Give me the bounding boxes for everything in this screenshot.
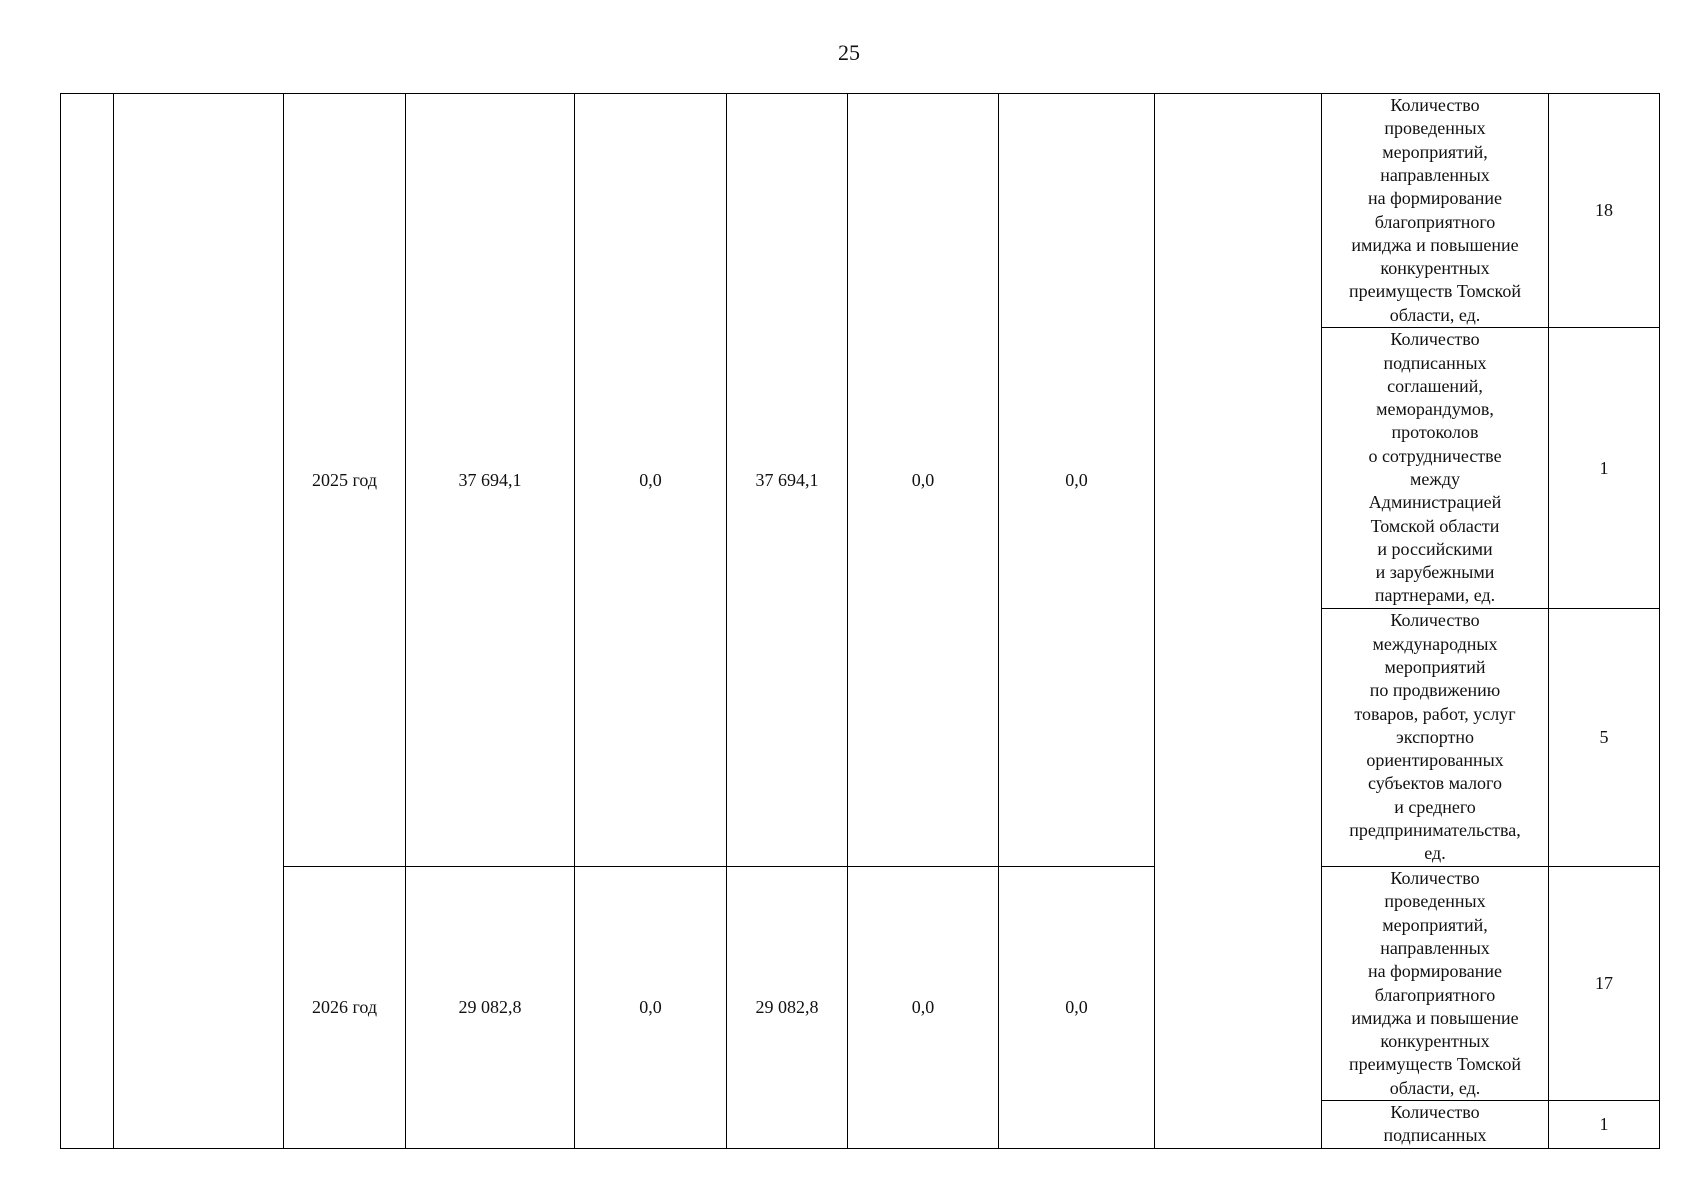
table-row [61,94,1660,328]
regional-budget-cell: 29 082,8 [727,867,848,1149]
indicator-name-cell: Количество подписанных соглашений, меморандумов, протоколов о сотрудничестве между Администрацией Томской области и российскими и зарубежными партнерами, ед. [1322,328,1549,609]
total-cell: 29 082,8 [406,867,575,1149]
regional-budget-cell: 37 694,1 [727,94,848,867]
indicator-name-cell: Количество проведенных мероприятий, направленных на формирование благоприятного имиджа и повышение конкурентных преимуществ Томской области, ед. [1322,867,1549,1101]
table-row [61,867,1660,1101]
program-table [60,93,1660,1149]
indicator-name-cell: Количество международных мероприятий по продвижению товаров, работ, услуг экспортно ориентированных субъектов малого и среднего предпринимательства, ед. [1322,609,1549,867]
indicator-name-cell: Количество проведенных мероприятий, направленных на формирование благоприятного имиджа и повышение конкурентных преимуществ Томской области, ед. [1322,94,1549,328]
other-sources-cell: 0,0 [999,867,1155,1149]
federal-budget-cell: 0,0 [575,94,727,867]
indicator-name-cell: Количество подписанных [1322,1101,1549,1149]
indicator-value-cell: 1 [1549,1101,1660,1149]
indicator-value-cell: 18 [1549,94,1660,328]
federal-budget-cell: 0,0 [575,867,727,1149]
local-budget-cell: 0,0 [848,94,999,867]
year-cell: 2025 год [284,94,406,867]
name-cell [114,94,284,1149]
year-cell: 2026 год [284,867,406,1149]
indicator-value-cell: 5 [1549,609,1660,867]
other-sources-cell: 0,0 [999,94,1155,867]
local-budget-cell: 0,0 [848,867,999,1149]
indicator-value-cell: 1 [1549,328,1660,609]
number-cell [61,94,114,1149]
executor-cell [1155,94,1322,1149]
total-cell: 37 694,1 [406,94,575,867]
indicator-value-cell: 17 [1549,867,1660,1101]
page-number: 25 [838,40,860,65]
